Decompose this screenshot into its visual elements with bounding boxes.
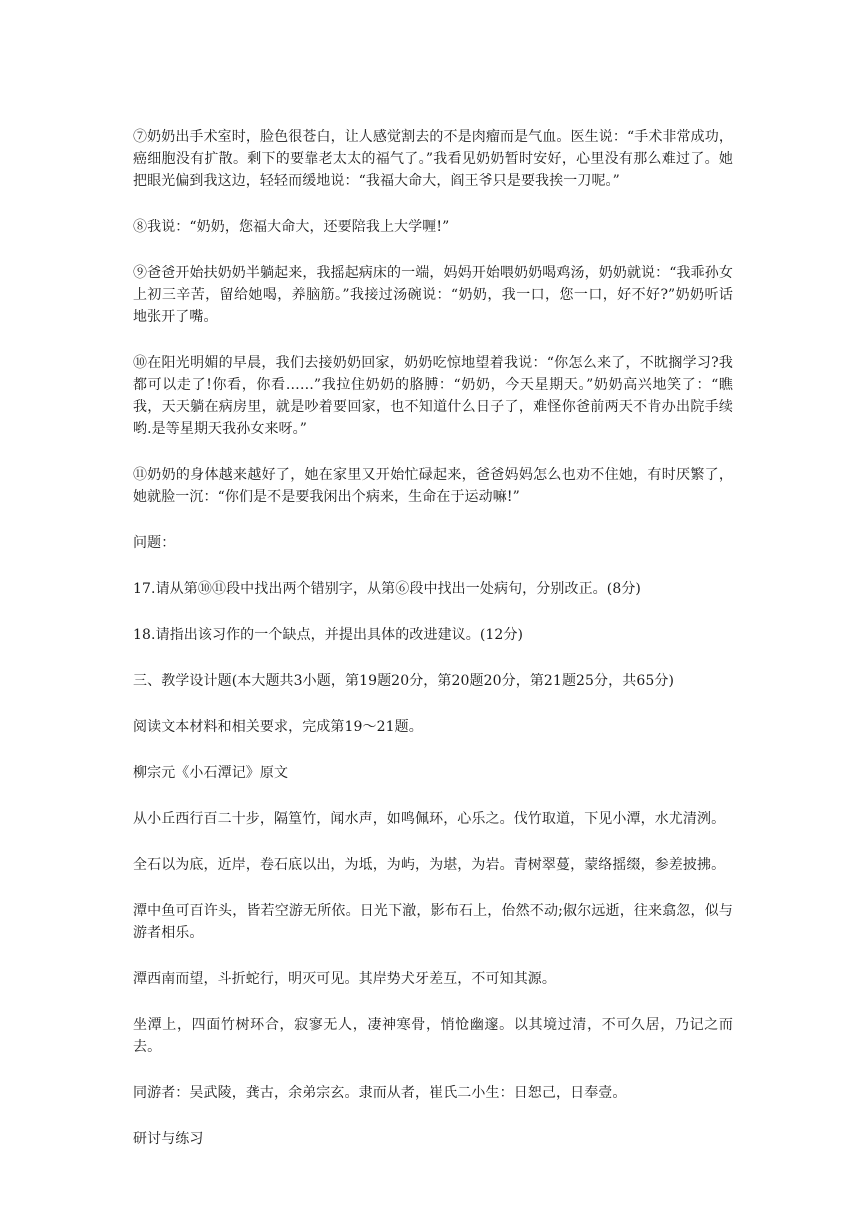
text-paragraph-3: 潭中鱼可百许头，皆若空游无所依。日光下澈，影布石上，佁然不动;俶尔远逝，往来翕忽，似与游者相乐。 [133, 903, 733, 941]
section-three-heading: 三、教学设计题(本大题共3小题，第19题20分，第20题20分，第21题25分，共65分) [133, 673, 675, 689]
source-title: 柳宗元《小石潭记》原文 [133, 765, 289, 781]
paragraph-11: ⑪奶奶的身体越来越好了，她在家里又开始忙碌起来，爸爸妈妈怎么也劝不住她，有时厌繁了，她就脸一沉：“你们是不是要我闲出个病来，生命在于运动嘛!” [133, 467, 733, 505]
text-paragraph-4: 潭西南而望，斗折蛇行，明灭可见。其岸势犬牙差互，不可知其源。 [133, 971, 556, 987]
reading-instruction: 阅读文本材料和相关要求，完成第19～21题。 [133, 719, 423, 735]
discussion-heading: 研讨与练习 [133, 1131, 204, 1147]
questions-heading: 问题： [133, 535, 176, 551]
paragraph-10: ⑩在阳光明媚的早晨，我们去接奶奶回家，奶奶吃惊地望着我说：“你怎么来了，不眈搁学习?我都可以走了!你看，你看……”我拉住奶奶的胳膊：“奶奶，今天星期天。”奶奶高兴地笑了：“瞧我，天天躺在病房里，就是吵着要回家，也不知道什么日子了，难怪你爸前两天不肯办出院手续哟.是等星期天我孙女来呀。” [133, 355, 733, 437]
document-body [133, 126, 733, 1174]
text-paragraph-5: 坐潭上，四面竹树环合，寂寥无人，凄神寒骨，悄怆幽邃。以其境过清，不可久居，乃记之而去。 [133, 1017, 733, 1055]
paragraph-9: ⑨爸爸开始扶奶奶半躺起来，我摇起病床的一端，妈妈开始喂奶奶喝鸡汤，奶奶就说：“我乖孙女上初三辛苦，留给她喝，养脑筋。”我接过汤碗说：“奶奶，我一口，您一口，好不好?”奶奶听话地张开了嘴。 [133, 265, 733, 325]
text-paragraph-1: 从小丘西行百二十步，隔篁竹，闻水声，如鸣佩环，心乐之。伐竹取道，下见小潭，水尤清洌。 [133, 811, 726, 827]
paragraph-7: ⑦奶奶出手术室时，脸色很苍白，让人感觉割去的不是肉瘤而是气血。医生说：“手术非常成功，癌细胞没有扩散。剩下的要靠老太太的福气了。”我看见奶奶暂时安好，心里没有那么难过了。她把眼光偏到我这边，轻轻而缓地说：“我福大命大，阎王爷只是要我挨一刀呢。” [133, 129, 733, 189]
question-18: 18.请指出该习作的一个缺点，并提出具体的改进建议。(12分) [133, 627, 524, 643]
question-17: 17.请从第⑩⑪段中找出两个错别字，从第⑥段中找出一处病句，分别改正。(8分) [133, 581, 641, 597]
text-paragraph-2: 全石以为底，近岸，卷石底以出，为坻，为屿，为堪，为岩。青树翠蔓，蒙络摇缀，参差披拂。 [133, 857, 726, 873]
text-paragraph-6: 同游者：吴武陵，龚古，余弟宗玄。隶而从者，崔氏二小生：日恕己，日奉壹。 [133, 1085, 627, 1101]
paragraph-8: ⑧我说：“奶奶，您福大命大，还要陪我上大学喱!” [133, 219, 450, 235]
